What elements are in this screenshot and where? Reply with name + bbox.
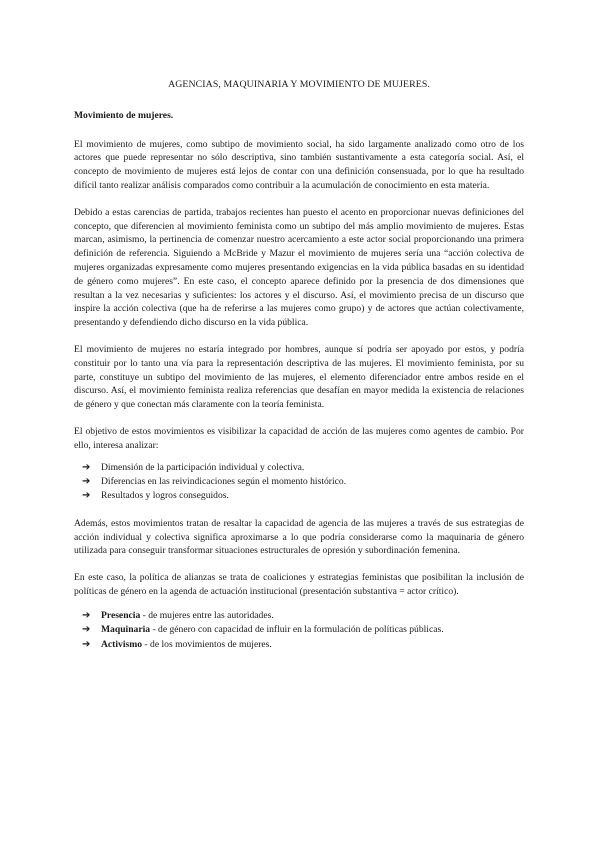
list-item-text: Dimensión de la participación individual y colectiva. bbox=[101, 461, 305, 473]
list-item bbox=[82, 638, 524, 652]
arrow-right-icon: ➔ bbox=[82, 609, 91, 621]
paragraph-6: En este caso, la política de alianzas se trata de coaliciones y estrategias feministas que posibilitan la inclusión de políticas de género en la agenda de actuación institucional (presentación substantiva = actor crítico). bbox=[74, 572, 524, 597]
list-item bbox=[82, 461, 524, 475]
list-item-desc: - de género con capacidad de influir en la formulación de políticas públicas. bbox=[150, 624, 444, 636]
paragraph-5: Además, estos movimientos tratan de resaltar la capacidad de agencia de las mujeres a través de sus estrategias de acción individual y colectiva significa aproximarse a lo que podría considerarse como la maquinaria de género utilizada para conseguir transformar situaciones estructurales de opresión y subordinación femenina. bbox=[74, 517, 524, 557]
list-item-text: Diferencias en las reivindicaciones según el momento histórico. bbox=[101, 475, 347, 487]
list-item-text: Resultados y logros conseguidos. bbox=[101, 490, 229, 502]
paragraph-1: El movimiento de mujeres, como subtipo de movimiento social, ha sido largamente analizado como otro de los actores que puede representar no sólo descriptiva, sino también sustantivamente a esta categoría social. Así, el concepto de movimiento de mujeres está lejos de contar con una definición consensuada, por lo que ha resultado difícil tanto realizar análisis comparados como contribuir a la acumulación de conocimiento en esta materia. bbox=[74, 138, 524, 191]
alliance-list bbox=[74, 609, 524, 652]
list-item-label: Presencia bbox=[101, 609, 141, 621]
document-title: AGENCIAS, MAQUINARIA Y MOVIMIENTO DE MUJERES. bbox=[168, 79, 430, 90]
paragraph-2: Debido a estas carencias de partida, trabajos recientes han puesto el acento en proporcionar nuevas definiciones del concepto, que diferencien al movimiento feminista como un subtipo del más amplio movimiento de mujeres. Estas marcan, asimismo, la pertinencia de comenzar nuestro acercamiento a este actor social proporcionando una primera definición de referencia. Siguiendo a McBride y Mazur el movimiento de mujeres sería una “acción colectiva de mujeres organizadas expresamente como mujeres presentando exigencias en la vida pública basadas en su identidad de género como mujeres”. En este caso, el concepto aparece definido por la presencia de dos dimensiones que resultan a la vez necesarias y suficientes: los actores y el discurso. Así, el movimiento precisa de un discurso que inspire la acción colectiva (que ha de referirse a las mujeres como grupo) y de actores que actúan colectivamente, presentando y defendiendo dicho discurso en la vida pública. bbox=[74, 206, 524, 329]
arrow-right-icon: ➔ bbox=[82, 490, 91, 502]
arrow-right-icon: ➔ bbox=[82, 624, 91, 636]
list-item bbox=[82, 475, 524, 489]
list-item-desc: - de los movimientos de mujeres. bbox=[142, 638, 272, 650]
list-item bbox=[82, 489, 524, 503]
paragraph-4: El objetivo de estos movimientos es visibilizar la capacidad de acción de las mujeres como agentes de cambio. Por ello, interesa analizar: bbox=[74, 425, 524, 451]
list-item-desc: - de mujeres entre las autoridades. bbox=[140, 609, 274, 621]
list-item-label: Activismo bbox=[101, 638, 143, 650]
arrow-right-icon: ➔ bbox=[82, 461, 91, 473]
list-item-text bbox=[101, 623, 444, 637]
list-item bbox=[82, 609, 524, 623]
analysis-list bbox=[74, 461, 524, 504]
section-heading: Movimiento de mujeres. bbox=[74, 109, 174, 121]
list-item-text bbox=[101, 609, 274, 623]
arrow-right-icon: ➔ bbox=[82, 638, 91, 650]
paragraph-3: El movimiento de mujeres no estaría integrado por hombres, aunque sí podría ser apoyado por estos, y podría constituir por lo tanto una vía para la representación descriptiva de las mujeres. El movimiento feminista, por su parte, constituye un subtipo del movimiento de las mujeres, el elemento diferenciador entre ambos reside en el discurso. Así, el movimiento feminista realiza referencias que desafían en mayor medida la existencia de relaciones de género y que conectan más claramente con la teoría feminista. bbox=[74, 343, 524, 411]
list-item-text bbox=[101, 638, 272, 652]
arrow-right-icon: ➔ bbox=[82, 475, 91, 487]
list-item-label: Maquinaria bbox=[101, 624, 151, 636]
list-item bbox=[82, 623, 524, 637]
